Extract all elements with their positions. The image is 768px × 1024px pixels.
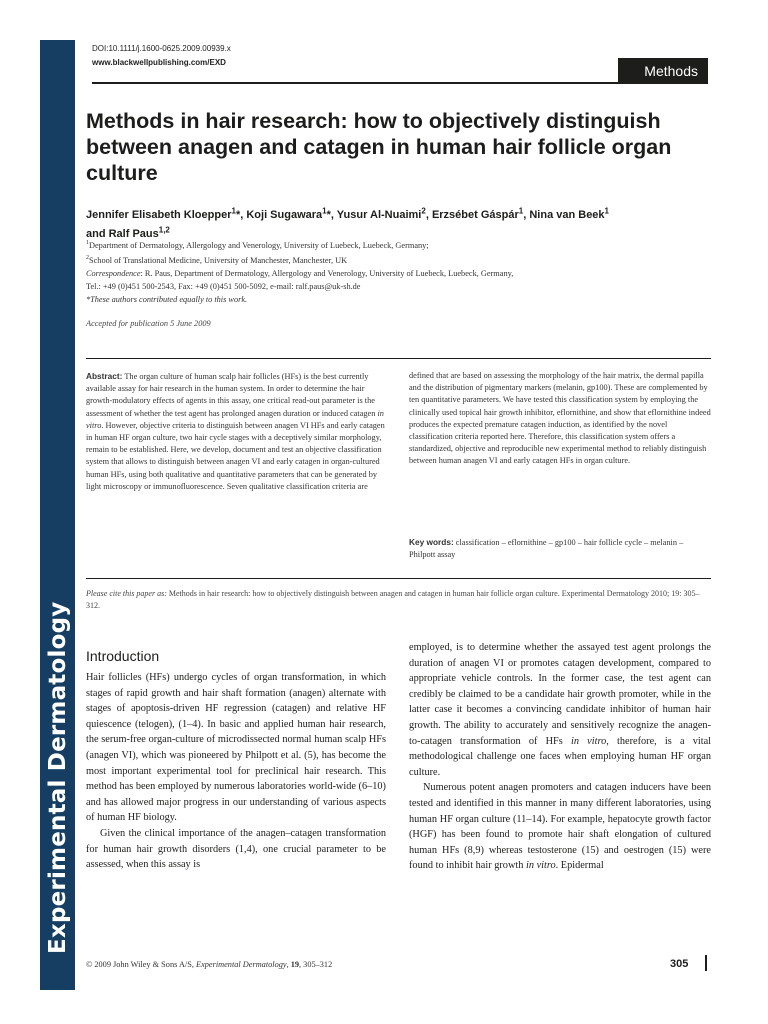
equal-contribution-note: *These authors contributed equally to this work. — [86, 295, 248, 305]
body-paragraph: Hair follicles (HFs) undergo cycles of organ transformation, in which stages of rapid growth and hair shaft formation (anagen) alternate with stages of apoptosis-driven HF regression (catagen) and relative HF quiescence (telogen), (1–4). In basic and applied human hair research, the serum-free organ-culture of microdissected normal human scalp HFs (anagen VI), which was pioneered by Philpott et al. (5), has become the most important experimental tool for preclinical hair research. This method has been employed by numerous laboratories world-wide (6–10) and has allowed major progress in our understanding of various aspects of human HF biology. — [86, 672, 386, 824]
header-rule — [92, 82, 708, 84]
abstract-bottom-rule — [86, 578, 711, 579]
author: Erzsébet Gáspár$^1$, — [431, 206, 530, 221]
abstract-top-rule — [86, 358, 711, 359]
journal-website-link[interactable]: www.blackwellpublishing.com/EXD — [92, 58, 226, 67]
affiliations — [86, 237, 711, 307]
section-label: Methods — [644, 62, 698, 79]
keywords-label: Key words: — [409, 537, 454, 547]
body-paragraph: Given the clinical importance of the anagen–catagen transformation for human hair growth disorders (1,4), one crucial parameter to be assessed, when this assay is — [86, 827, 386, 871]
affiliation-1: $^1$Department of Dermatology, Allergology and Venerology, University of Luebeck, Luebeck, Germany; — [86, 240, 429, 250]
abstract-right-column: defined that are based on assessing the morphology of the hair matrix, the dermal papilla and the distribution of pigmentary markers (melanin, gp100). These are complemented by ten quantitative parameters. We have tested this classification system by employing the clinically used topical hair growth inhibitor, eflornithine, and show that eflornithine indeed produces the expected premature catagen induction, as identified by the novel classification criteria reported here. Therefore, this classification system offers a standardized, objective and reproducible new experimental method to reliably distinguish between human anagen VI and early catagen HFs in organ culture. — [409, 371, 711, 466]
contact-info: Tel.: +49 (0)451 500-2543, Fax: +49 (0)451 500-5092, e-mail: ralf.paus@uk-sh.de — [86, 282, 361, 292]
article-title: Methods in hair research: how to objectively distinguish between anagen and catagen in human hair follicle organ culture — [86, 109, 672, 185]
affiliation-2: $^2$School of Translational Medicine, University of Manchester, Manchester, UK — [86, 254, 348, 265]
page-marker — [705, 955, 707, 971]
journal-name: Experimental Dermatology — [44, 601, 71, 954]
citation-note: Please cite this paper as: Methods in hair research: how to objectively distinguish between anagen and catagen in human hair follicle organ culture. Experimental Dermatology 2010; 19: 305–312. — [86, 589, 700, 610]
keywords: Key words: classification – eflornithine – gp100 – hair follicle cycle – melanin – Philpott assay — [409, 537, 684, 560]
body-left-column — [86, 670, 386, 873]
author: Yusur Al-Nuaimi$^2$, — [336, 206, 432, 221]
copyright-footer: © 2009 John Wiley & Sons A/S, Experimental Dermatology, 19, 305–312 — [86, 960, 333, 969]
body-right-column — [409, 640, 711, 874]
abstract-left-column: Abstract: The organ culture of human scalp hair follicles (HFs) is the best currently available assay for hair research in the human system. In order to determine the hair growth-modulatory effects of agents in this assay, one critical read-out parameter is the assessment of whether the test agent has prolonged anagen duration or induced catagen in vitro. However, objective criteria to distinguish between anagen VI HFs and early catagen in human HF organ culture, two hair cycle stages with a deceptively similar morphology, remain to be established. Here, we develop, document and test an objective classification system that allows to distinguish between anagen VI and early catagen in organ-cultured human HFs, using both qualitative and quantitative parameters that can be generated by light microscopy or immunofluorescence. Seven qualitative classification criteria are — [86, 371, 385, 491]
author: Jennifer Elisabeth Kloepper$^1$*, — [86, 206, 247, 221]
correspondence: Correspondence: R. Paus, Department of Dermatology, Allergology and Venerology, University of Luebeck, Luebeck, Germany, — [86, 268, 514, 278]
section-badge — [618, 58, 708, 83]
author: and Ralf Paus$^{1,2}$ — [86, 225, 170, 241]
author: Nina van Beek$^1$ — [529, 206, 609, 221]
page-number: 305 — [670, 958, 689, 970]
author: Koji Sugawara$^1$*, — [246, 206, 337, 221]
doi-text: DOI:10.1111/j.1600-0625.2009.00939.x — [92, 44, 231, 53]
journal-side-title — [40, 40, 75, 980]
body-paragraph: employed, is to determine whether the assayed test agent prolongs the duration of anagen VI or promotes catagen development, compared to appropriate vehicle controls. In the former case, the test agent can credibly be claimed to be a candidate hair growth promoter, while in the latter case it becomes a convincing candidate inhibitor of human hair growth. The ability to accurately and sensitively recognize the anagen-to-catagen transformation of HFs in vitro, therefore, is a vital methodological challenge one faces when employing human HF organ culture. — [409, 642, 711, 778]
introduction-heading: Introduction — [86, 648, 160, 664]
body-paragraph: Numerous potent anagen promoters and catagen inducers have been tested and identified in this manner in many different laboratories, using human HF organ culture (11–14). For example, hepatocyte growth factor (HGF) has been found to promote hair shaft elongation of cultured human HFs (8,9) whereas testosterone (15) and oestrogen (15) were found to inhibit hair growth in vitro. Epidermal — [409, 782, 711, 872]
accepted-date: Accepted for publication 5 June 2009 — [86, 319, 211, 328]
abstract-label: Abstract: — [86, 371, 123, 381]
